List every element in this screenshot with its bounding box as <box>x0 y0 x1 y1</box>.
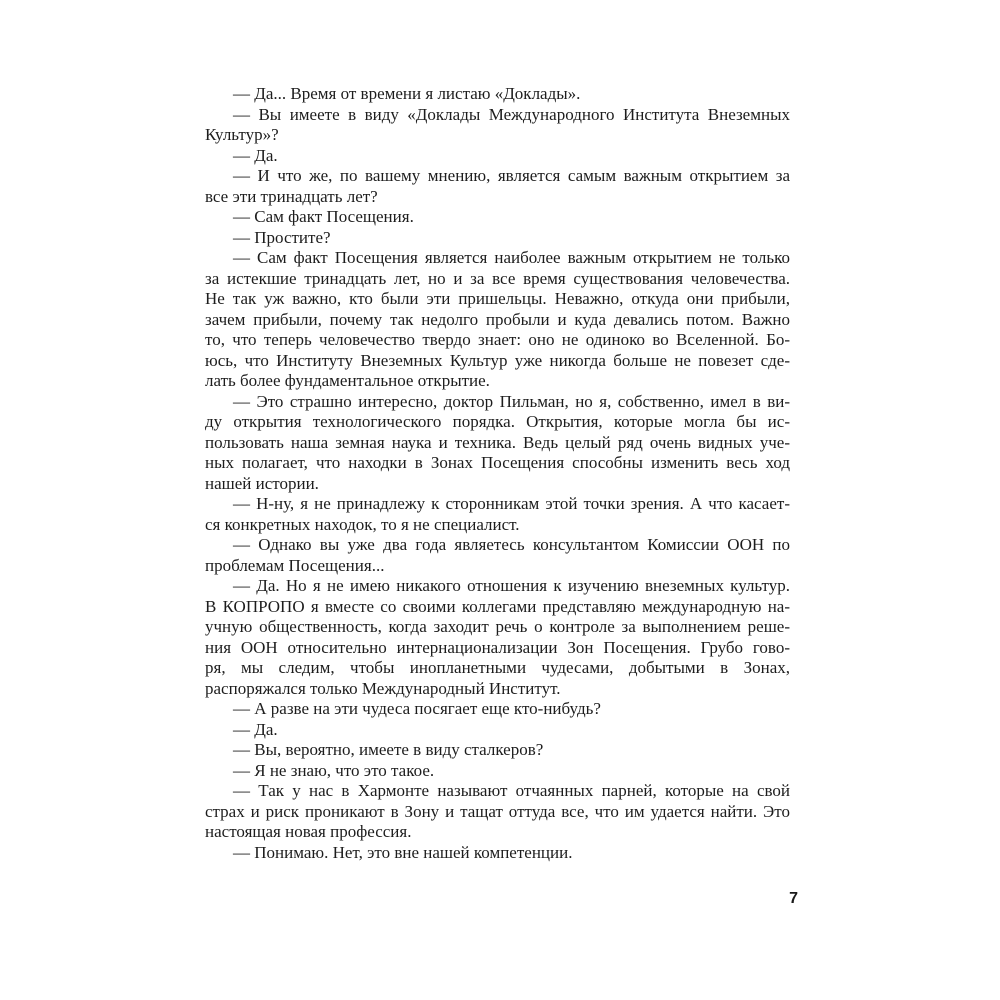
paragraph <box>205 146 790 167</box>
paragraph <box>205 781 790 843</box>
text-line: ных полагает, что находки в Зонах Посещения способны изменить весь ход <box>205 453 790 472</box>
text-line: — Да... Время от времени я листаю «Доклады». <box>233 84 581 103</box>
text-line: — И что же, по вашему мнению, является самым важным открытием за <box>233 166 790 185</box>
text-line: ря, мы следим, чтобы инопланетными чудесами, добытыми в Зонах, <box>205 658 790 677</box>
text-line: — Я не знаю, что это такое. <box>233 760 435 780</box>
text-line: ния ООН относительно интернационализации Зон Посещения. Грубо гово- <box>205 637 790 657</box>
paragraph <box>205 699 790 720</box>
page-text-block <box>205 84 790 863</box>
text-line: пользовать наша земная наука и техника. Ведь целый ряд очень видных уче- <box>205 432 790 452</box>
paragraph <box>205 535 790 576</box>
text-line: лать более фундаментальное открытие. <box>205 371 490 390</box>
text-line: юсь, что Институту Внеземных Культур уже никогда больше не повезет сде- <box>205 350 790 370</box>
text-line: Культур»? <box>205 125 279 144</box>
text-line: — Сам факт Посещения является наиболее важным открытием не только <box>233 248 790 267</box>
text-line: — Да. <box>233 719 278 739</box>
text-line: за истекшие тринадцать лет, но и за все время существования человечества. <box>205 268 790 288</box>
text-line: проблемам Посещения... <box>205 555 385 575</box>
paragraph <box>205 392 790 495</box>
text-line: все эти тринадцать лет? <box>205 186 378 206</box>
text-line: — Вы имеете в виду «Доклады Международного Института Внеземных <box>233 104 790 124</box>
text-line: — Это страшно интересно, доктор Пильман, но я, собственно, имел в ви- <box>233 391 790 411</box>
text-line: Не так уж важно, кто были эти пришельцы. Неважно, откуда они прибыли, <box>205 289 790 308</box>
paragraph <box>205 166 790 207</box>
text-line: распоряжался только Международный Институт. <box>205 678 561 698</box>
text-line: — Сам факт Посещения. <box>233 207 414 226</box>
paragraph <box>205 207 790 228</box>
text-line: — Н-ну, я не принадлежу к сторонникам этой точки зрения. А что касает- <box>233 494 790 513</box>
text-line: — Да. <box>233 145 278 165</box>
paragraph <box>205 761 790 782</box>
text-line: страх и риск проникают в Зону и тащат оттуда все, что им удается найти. Это <box>205 801 790 821</box>
text-line: — А разве на эти чудеса посягает еще кто-нибудь? <box>233 699 601 718</box>
paragraph <box>205 105 790 146</box>
text-line: — Однако вы уже два года являетесь консультантом Комиссии ООН по <box>233 535 790 554</box>
text-line: нашей истории. <box>205 473 319 493</box>
text-line: ся конкретных находок, то я не специалист. <box>205 514 520 534</box>
text-line: — Так у нас в Хармонте называют отчаянных парней, которые на свой <box>233 781 790 800</box>
paragraph <box>205 248 790 392</box>
text-line: — Простите? <box>233 227 331 247</box>
paragraph <box>205 494 790 535</box>
paragraph <box>205 84 790 105</box>
text-line: В КОПРОПО я вместе со своими коллегами представляю международную на- <box>205 596 790 616</box>
text-line: учную общественность, когда заходит речь о контроле за выполнением реше- <box>205 617 790 636</box>
text-line: — Вы, вероятно, имеете в виду сталкеров? <box>233 740 544 759</box>
text-line: настоящая новая профессия. <box>205 822 412 841</box>
text-line: ду открытия технологического порядка. Открытия, которые могла бы ис- <box>205 412 790 431</box>
paragraph <box>205 228 790 249</box>
paragraph <box>205 843 790 864</box>
paragraph <box>205 720 790 741</box>
text-line: — Понимаю. Нет, это вне нашей компетенции. <box>233 842 573 862</box>
paragraph <box>205 576 790 699</box>
text-line: то, что теперь человечество твердо знает: оно не одиноко во Вселенной. Бо- <box>205 330 790 349</box>
page-number: 7 <box>789 890 798 907</box>
text-line: зачем прибыли, почему так недолго пробыли и куда девались потом. Важно <box>205 309 790 329</box>
text-line: — Да. Но я не имею никакого отношения к изучению внеземных культур. <box>233 576 790 595</box>
paragraph <box>205 740 790 761</box>
